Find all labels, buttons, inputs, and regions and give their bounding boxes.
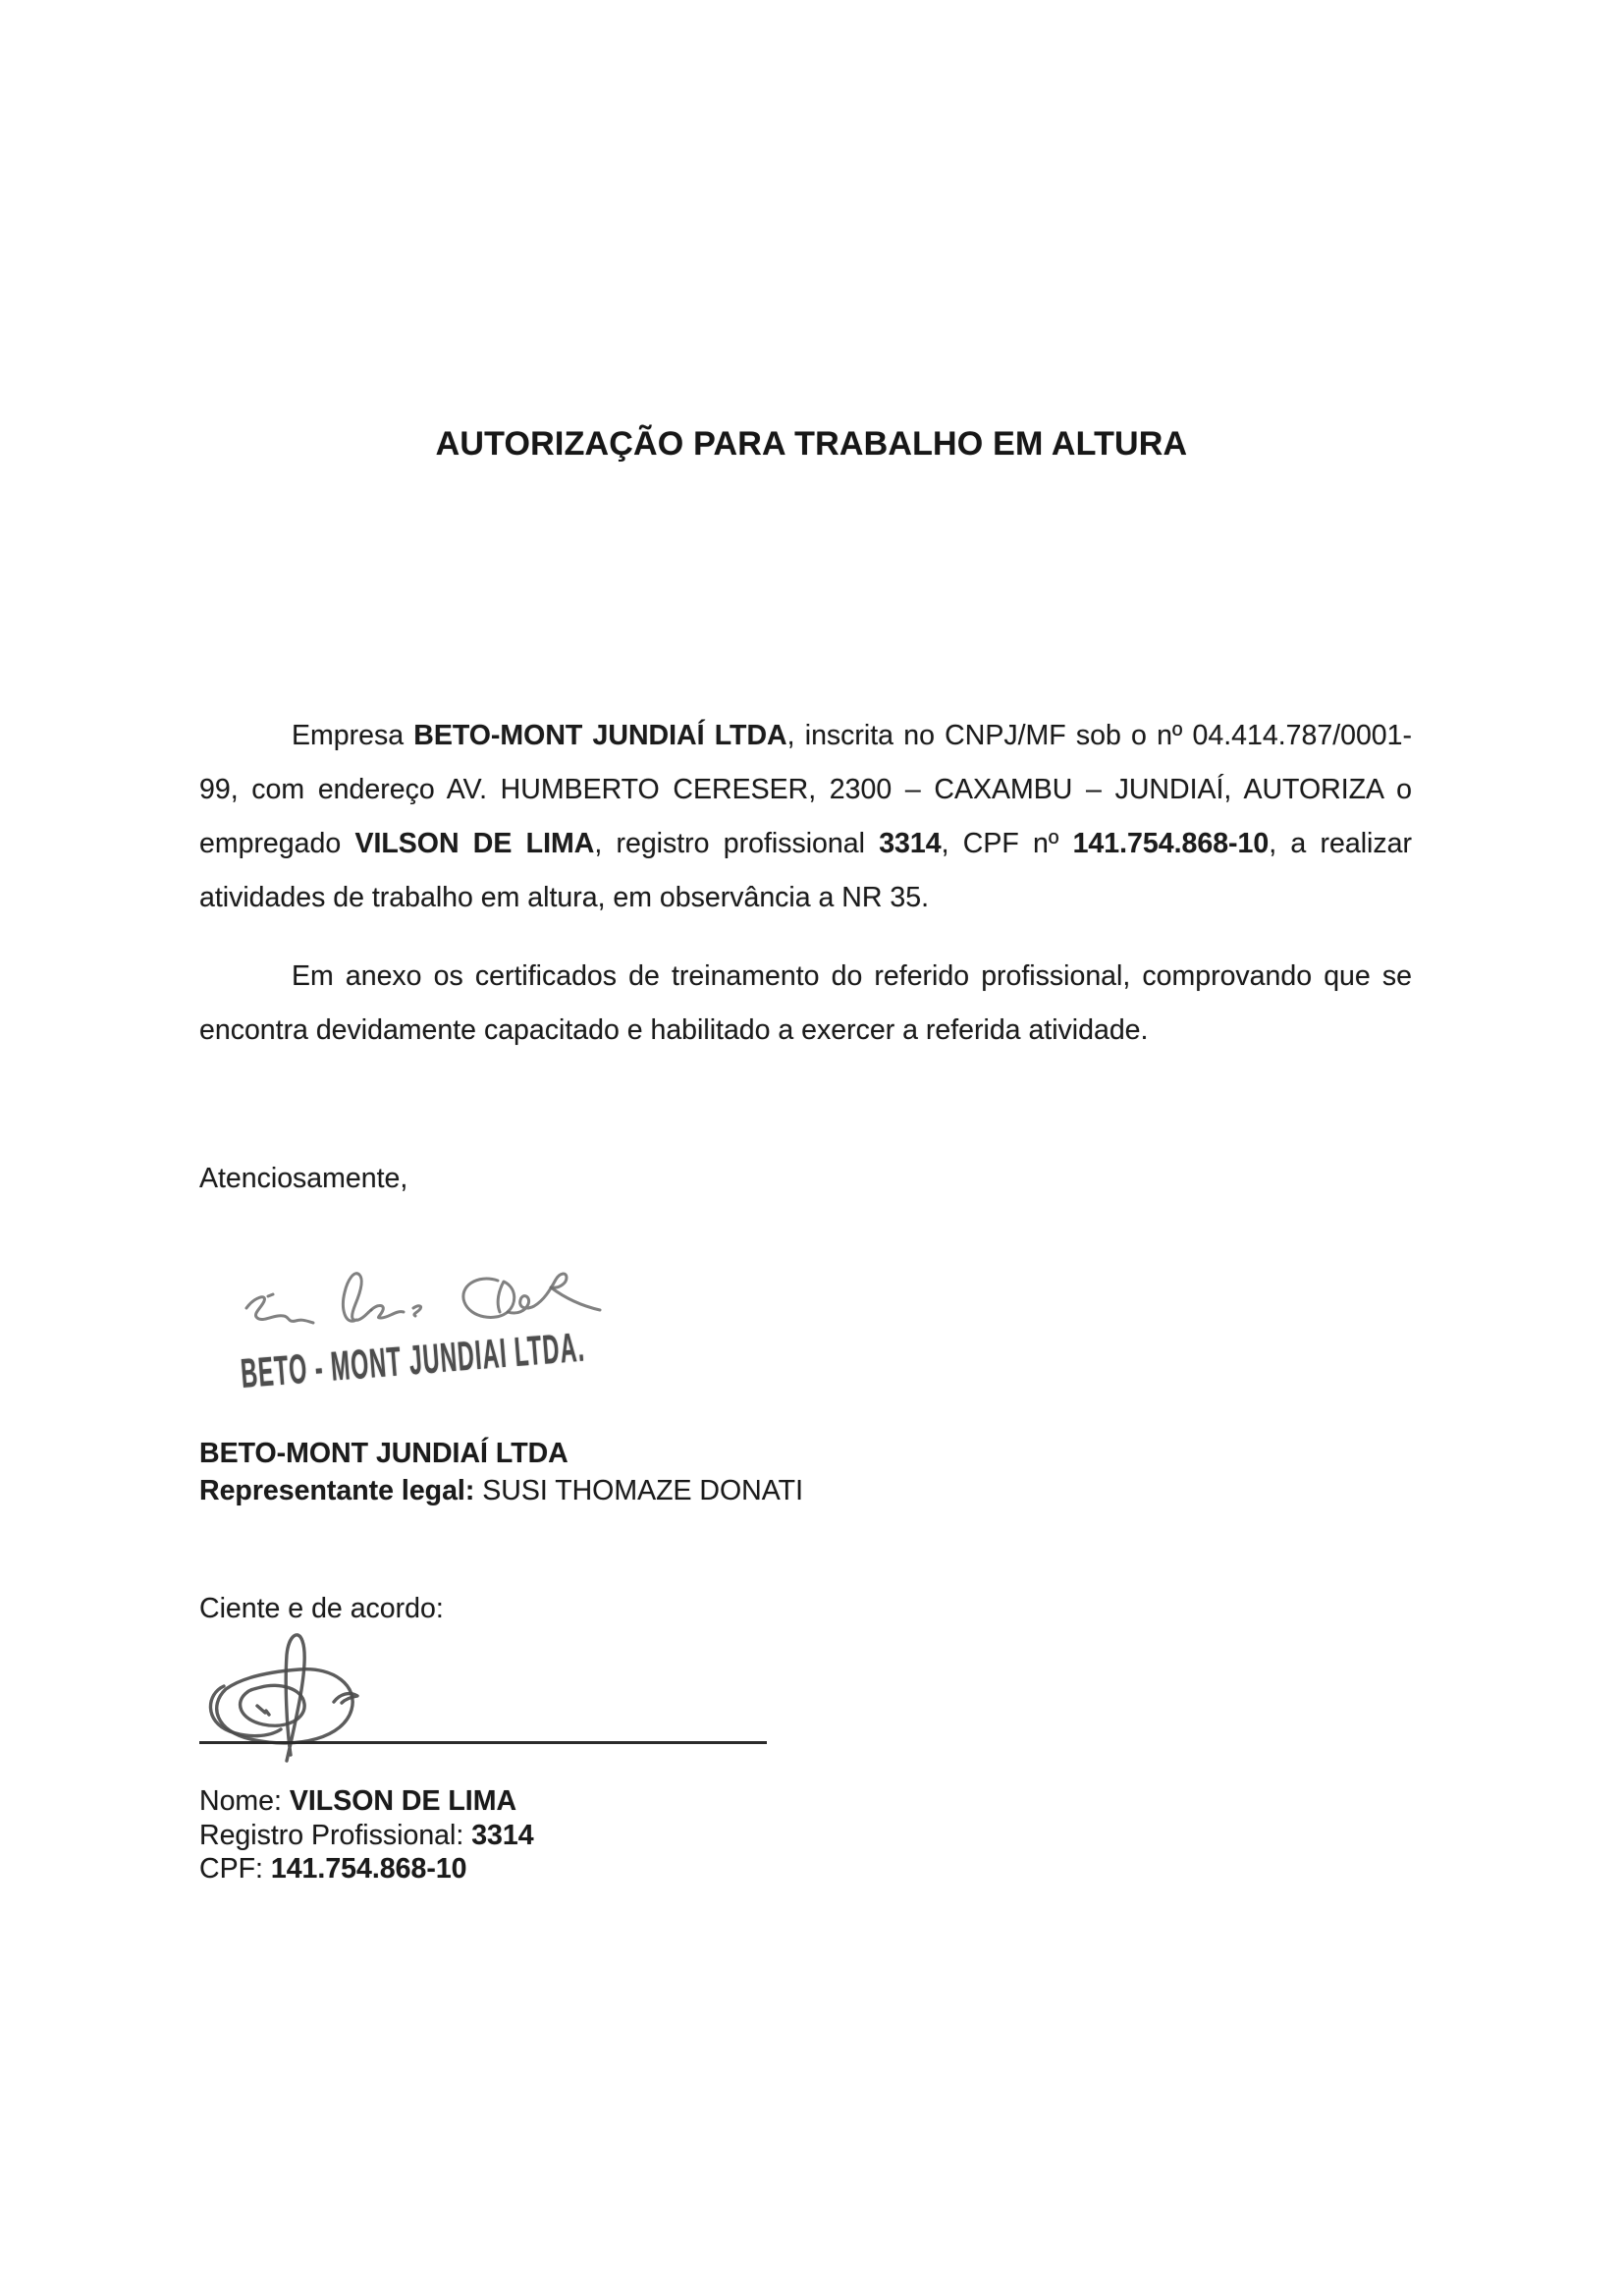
- text-run: 3314: [879, 828, 942, 859]
- text-run: Nome:: [199, 1785, 290, 1817]
- employee-name-line: [199, 1784, 534, 1819]
- text-run: BETO-MONT JUNDIAÍ LTDA: [413, 720, 787, 751]
- text-run: SUSI THOMAZE DONATI: [482, 1475, 803, 1506]
- text-run: , a realizar atividades de trabalho em altura, em observância a NR 35.: [199, 828, 1412, 913]
- text-run: , CPF nº: [941, 828, 1073, 859]
- text-run: Empresa: [292, 720, 414, 751]
- company-name: BETO-MONT JUNDIAÍ LTDA: [199, 1438, 568, 1469]
- text-run: 141.754.868-10: [270, 1853, 467, 1885]
- text-run: 141.754.868-10: [1072, 828, 1270, 859]
- paragraph-attachments: Em anexo os certificados de treinamento do referido profissional, comprovando que se encontra devidamente capacitado e habilitado a exercer a referida atividade.: [199, 960, 1412, 1046]
- text-run: VILSON DE LIMA: [354, 828, 595, 859]
- paragraph-authorization: [199, 709, 1412, 925]
- text-run: Representante legal:: [199, 1475, 483, 1506]
- employee-details-block: [199, 1784, 534, 1886]
- company-stamp: BETO - MONT JUNDIAI LTDA.: [239, 1323, 587, 1396]
- representative-block: [199, 1435, 803, 1509]
- text-run: , inscrita no CNPJ/MF sob o nº 04.414.787/0001-99, com endereço AV. HUMBERTO CERESER, 2300 – CAXAMBU – JUNDIAÍ, AUTORIZA o empregado: [199, 720, 1413, 859]
- text-run: , registro profissional: [594, 828, 880, 859]
- text-run: CPF:: [199, 1853, 271, 1885]
- legal-representative-line: [199, 1472, 803, 1509]
- text-run: VILSON DE LIMA: [289, 1785, 517, 1817]
- representative-signature-image: [241, 1271, 614, 1334]
- text-run: 3314: [471, 1819, 534, 1851]
- employee-cpf-line: [199, 1852, 534, 1886]
- document-title: AUTORIZAÇÃO PARA TRABALHO EM ALTURA: [435, 425, 1188, 463]
- text-run: Registro Profissional:: [199, 1819, 472, 1851]
- acknowledgement-label: Ciente e de acordo:: [199, 1593, 444, 1624]
- employee-registry-line: [199, 1819, 534, 1853]
- signature-line: [199, 1741, 767, 1744]
- closing-salutation: Atenciosamente,: [199, 1163, 408, 1194]
